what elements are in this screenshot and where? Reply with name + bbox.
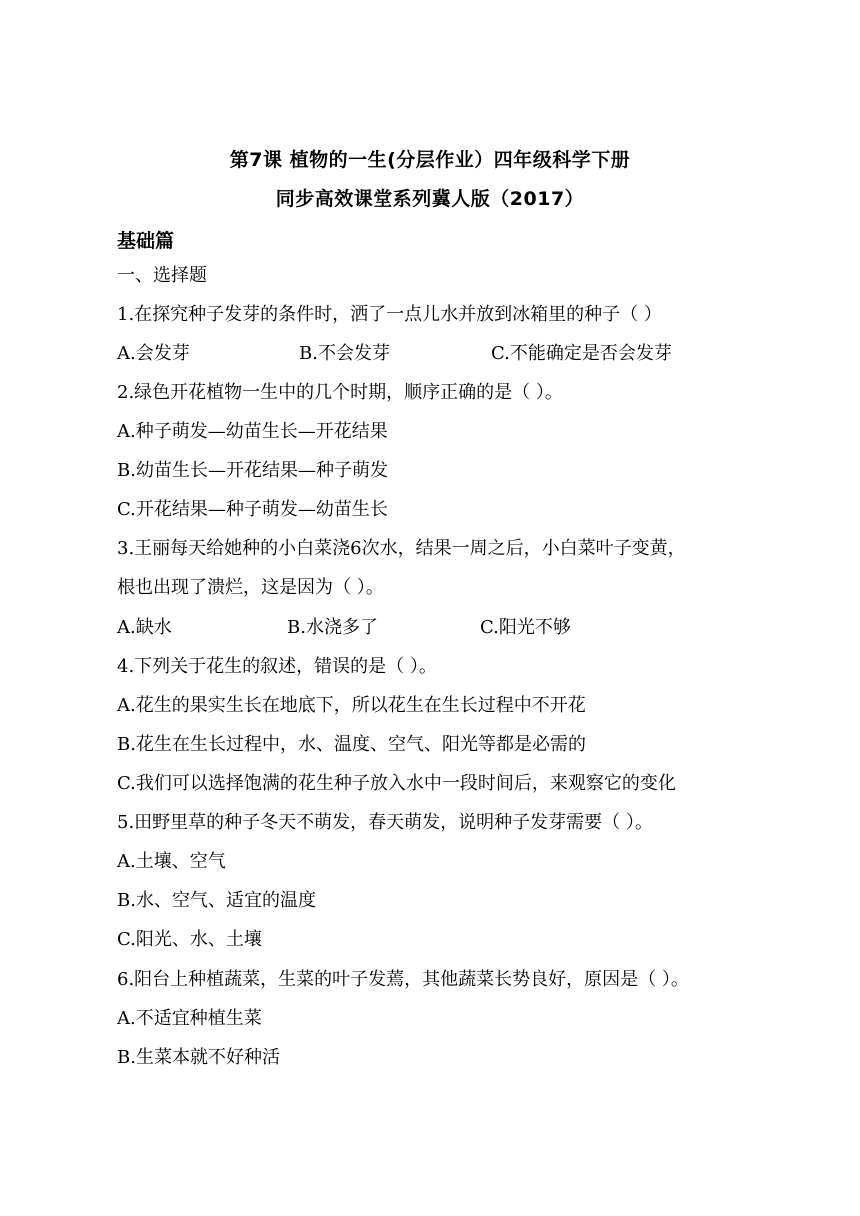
question-1-option-b: B.不会发芽 (299, 343, 390, 364)
question-6-option-a: A.不适宜种植生菜 (117, 1008, 262, 1029)
question-3-option-c: C.阳光不够 (480, 617, 571, 638)
question-3-option-a: A.缺水 (117, 617, 172, 638)
question-2-option-a: A.种子萌发—幼苗生长—开花结果 (117, 421, 388, 442)
question-1-stem: 1.在探究种子发芽的条件时，洒了一点儿水并放到冰箱里的种子（ ） (117, 304, 662, 325)
question-4-option-a: A.花生的果实生长在地底下，所以花生在生长过程中不开花 (117, 695, 586, 716)
question-5-option-c: C.阳光、水、土壤 (117, 929, 262, 950)
document-title-line-2: 同步高效课堂系列冀人版（2017） (275, 188, 585, 210)
section-heading: 基础篇 (117, 230, 175, 252)
question-4-stem: 4.下列关于花生的叙述，错误的是（ ）。 (117, 656, 437, 677)
part-heading: 一、选择题 (117, 265, 207, 286)
question-4-option-b: B.花生在生长过程中，水、温度、空气、阳光等都是必需的 (117, 734, 586, 755)
question-3-stem-continued: 根也出现了溃烂，这是因为（ ）。 (117, 577, 384, 598)
question-4-option-c: C.我们可以选择饱满的花生种子放入水中一段时间后，来观察它的变化 (117, 773, 676, 794)
question-5-option-a: A.土壤、空气 (117, 851, 226, 872)
document-title-line-1: 第7课 植物的一生(分层作业）四年级科学下册 (229, 149, 631, 171)
question-5-option-b: B.水、空气、适宜的温度 (117, 890, 316, 911)
question-2-stem: 2.绿色开花植物一生中的几个时期，顺序正确的是（ ）。 (117, 382, 563, 403)
question-3-stem: 3.王丽每天给她种的小白菜浇6次水，结果一周之后，小白菜叶子变黄， (117, 538, 686, 559)
question-1-option-a: A.会发芽 (117, 343, 190, 364)
question-3-option-b: B.水浇多了 (287, 617, 378, 638)
question-1-option-c: C.不能确定是否会发芽 (491, 343, 672, 364)
question-2-option-b: B.幼苗生长—开花结果—种子萌发 (117, 460, 388, 481)
question-6-option-b: B.生菜本就不好种活 (117, 1047, 280, 1068)
question-5-stem: 5.田野里草的种子冬天不萌发，春天萌发，说明种子发芽需要（ ）。 (117, 812, 653, 833)
question-2-option-c: C.开花结果—种子萌发—幼苗生长 (117, 499, 388, 520)
question-6-stem: 6.阳台上种植蔬菜，生菜的叶子发蔫，其他蔬菜长势良好，原因是（ ）。 (117, 969, 689, 990)
